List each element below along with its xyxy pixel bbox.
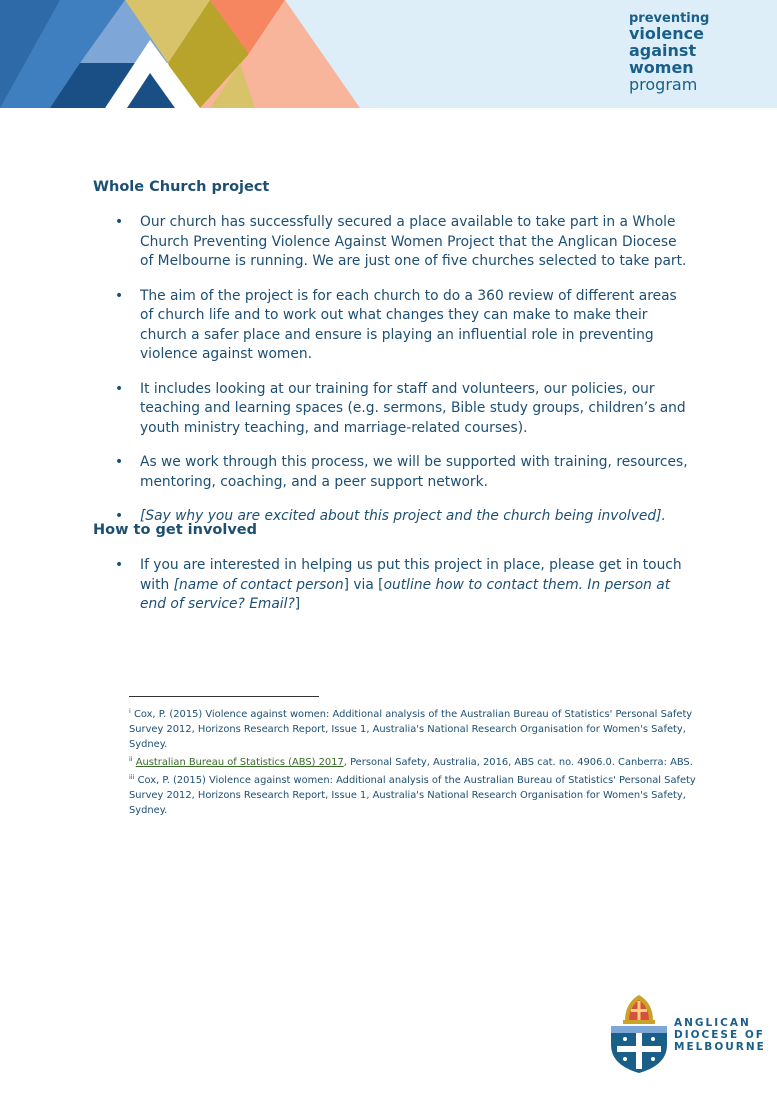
footnotes: [129, 704, 699, 818]
footnote: [129, 752, 699, 770]
whole-church-list: [93, 213, 693, 542]
diocese-line-2: DIOCESE OF: [674, 1029, 765, 1041]
footnote-marker: iii: [129, 773, 135, 781]
list-item-contact: [93, 556, 693, 615]
section-heading-whole-church: Whole Church project: [93, 179, 270, 195]
diocese-wordmark: [674, 1017, 766, 1053]
footnote-text: Cox, P. (2015) Violence against women: Additional analysis of the Australian Bureau of Statistics' Personal Safety Survey 2012, Horizons Research Report, Issue 1, Australia's National Research Organisation for Women's Safety, Sydney.: [129, 709, 693, 750]
logo-line-5: program: [629, 75, 698, 94]
logo-line-1: preventing: [629, 11, 710, 26]
footnote-marker: ii: [129, 755, 133, 763]
diocese-line-1: ANGLICAN: [674, 1017, 751, 1029]
footnote: [129, 770, 699, 818]
list-item: • It includes looking at our training for staff and volunteers, our policies, our teaching and learning spaces (e.g. sermons, Bible study groups, children’s and youth ministry teaching, and marriage-related courses).: [93, 380, 693, 439]
triangle-pattern-icon: [0, 0, 370, 108]
logo-line-4: women: [629, 58, 694, 77]
get-involved-list: [93, 556, 693, 630]
logo-line-3: against: [629, 41, 697, 60]
footnote-text: Cox, P. (2015) Violence against women: Additional analysis of the Australian Bureau of Statistics' Personal Safety Survey 2012, Horizons Research Report, Issue 1, Australia's National Research Organisation for Women's Safety, Sydney.: [129, 775, 696, 816]
diocese-line-3: MELBOURNE: [674, 1041, 766, 1053]
contact-text-a: If you are interested in helping us put this project in place, please get in touch with: [140, 557, 682, 593]
contact-placeholder-method: outline how to contact them. In person at end of service? Email?: [140, 576, 671, 612]
footnote-text: , Personal Safety, Australia, 2016, ABS cat. no. 4906.0. Canberra: ABS.: [343, 757, 693, 768]
contact-placeholder-name: [name of contact person: [173, 576, 344, 593]
abs-link[interactable]: Australian Bureau of Statistics (ABS) 2017: [135, 757, 344, 768]
contact-text-c: ]: [294, 596, 301, 612]
list-item: • The aim of the project is for each church to do a 360 review of different areas of church life and to work out what changes they can make to make their church a safer place and ensure is playing an influential role in preventing violence against women.: [93, 287, 693, 365]
footnote: [129, 704, 699, 752]
footnote-separator: [129, 696, 319, 697]
contact-text-b: ] via [: [343, 576, 384, 593]
list-item: • Our church has successfully secured a place available to take part in a Whole Church Preventing Violence Against Women Project that the Anglican Diocese of Melbourne is running. We are just one of five churches selected to take part.: [93, 213, 693, 272]
footnote-marker: i: [129, 707, 131, 715]
logo-line-2: violence: [629, 24, 704, 43]
section-heading-get-involved: How to get involved: [93, 522, 258, 538]
program-logo: [629, 12, 749, 93]
header-banner: [0, 0, 777, 108]
list-item-placeholder: • [Say why you are excited about this project and the church being involved].: [93, 507, 693, 527]
list-item: • As we work through this process, we will be supported with training, resources, mentoring, coaching, and a peer support network.: [93, 453, 693, 492]
